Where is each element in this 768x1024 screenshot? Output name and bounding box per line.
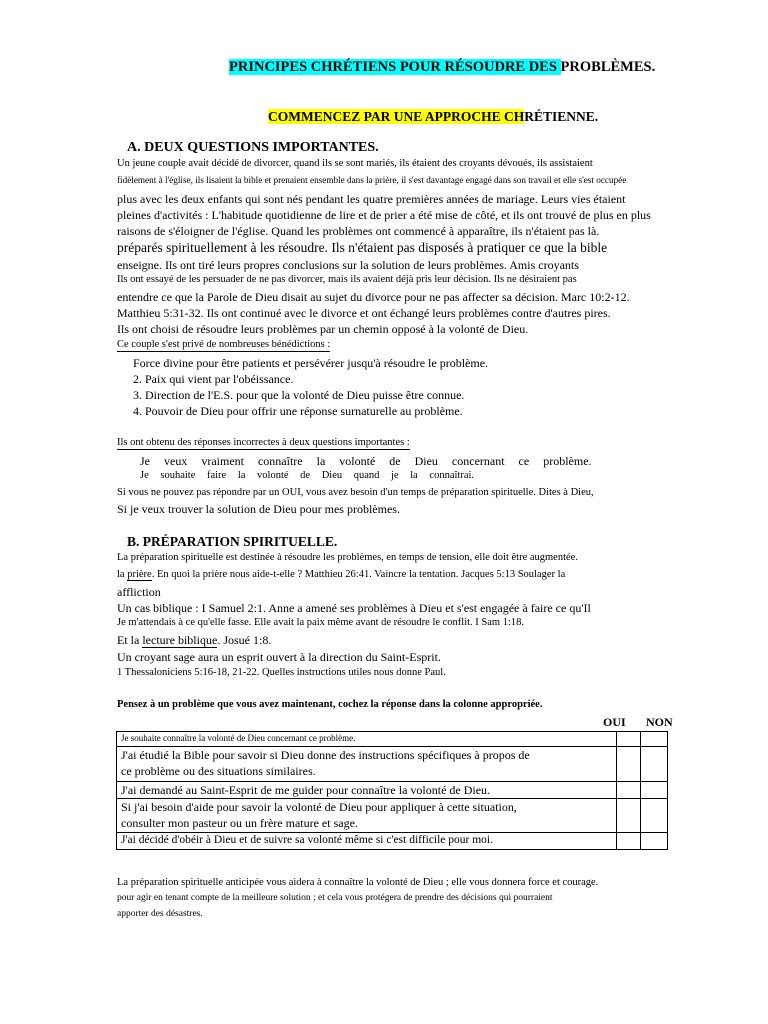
conclusion-line: apporter des désastres.: [117, 909, 203, 919]
paragraph-line: Un croyant sage aura un esprit ouvert à la direction du Saint-Esprit.: [117, 650, 441, 664]
question-1: Je veux vraiment connaître la volonté de Dieu concernant ce problème.: [140, 454, 592, 468]
page-title: [229, 60, 655, 75]
paragraph-line: plus avec les deux enfants qui sont nés pendant les quatre premières années de mariage. Leurs vies étaient: [117, 192, 626, 206]
subtitle: [268, 110, 598, 124]
yes-checkbox-cell[interactable]: [617, 732, 641, 747]
table-cell: [117, 747, 617, 782]
paragraph-line: entendre ce que la Parole de Dieu disait au sujet du divorce pour ne pas affecter sa décision. Marc 10:2-12.: [117, 290, 630, 304]
paragraph-line: enseigne. Ils ont tiré leurs propres conclusions sur la solution de leurs problèmes. Amis croyants: [117, 258, 579, 272]
table-instruction: Pensez à un problème que vous avez maintenant, cochez la réponse dans la colonne appropriée.: [117, 699, 543, 710]
paragraph-line: raisons de s'éloigner de l'église. Quand les problèmes ont commencé à apparaître, ils n'étaient pas là.: [117, 224, 600, 238]
yes-checkbox-cell[interactable]: [617, 747, 641, 782]
cell-line: ce problème ou des situations similaires.: [121, 764, 316, 779]
blessing-item: 4. Pouvoir de Dieu pour offrir une réponse surnaturelle au problème.: [133, 404, 463, 418]
yes-checkbox-cell[interactable]: [617, 782, 641, 799]
table-row: [117, 747, 668, 782]
paragraph-line: [117, 570, 565, 581]
question-2: Je souhaite faire la volonté de Dieu quand je la connaîtrai.: [140, 470, 475, 481]
text-fragment: . Josué 1:8.: [217, 633, 272, 647]
paragraph-line: Si je veux trouver la solution de Dieu pour mes problèmes.: [117, 502, 400, 516]
cell-line: J'ai étudié la Bible pour savoir si Dieu donne des instructions spécifiques à propos de: [121, 748, 530, 762]
paragraph-line: Je m'attendais à ce qu'elle fasse. Elle avait la paix même avant de résoudre le conflit. I Sam 1:18.: [117, 617, 525, 628]
paragraph-line: affliction: [117, 585, 161, 599]
paragraph-line: La préparation spirituelle est destinée à résoudre les problèmes, en temps de tension, elle doit être augmentée.: [117, 552, 578, 563]
section-a-heading: A. DEUX QUESTIONS IMPORTANTES.: [127, 140, 379, 155]
text-fragment: la: [117, 569, 128, 580]
prayer-link: prière: [127, 569, 152, 580]
paragraph-line: Matthieu 5:31-32. Ils ont continué avec le divorce et ont échangé leurs problèmes contre d'autres pires.: [117, 306, 611, 320]
conclusion-line: La préparation spirituelle anticipée vous aidera à connaître la volonté de Dieu ; elle vous donnera force et courage.: [117, 877, 599, 888]
paragraph-line: pleines d'activités : L'habitude quotidienne de lire et de prier a été mise de côté, et ils ont trouvé de plus en plus: [117, 208, 651, 222]
page-title-highlighted: PRINCIPES CHRÉTIENS POUR RÉSOUDRE DES: [229, 59, 561, 75]
subtitle-highlighted: COMMENCEZ PAR UNE APPROCHE CH: [268, 109, 525, 124]
conclusion-line: pour agir en tenant compte de la meilleure solution ; et cela vous protégera de prendre des décisions qui pourraient: [117, 893, 553, 903]
table-row: [117, 799, 668, 833]
no-checkbox-cell[interactable]: [641, 747, 668, 782]
paragraph-line: Si vous ne pouvez pas répondre par un OUI, vous avez besoin d'un temps de préparation spirituelle. Dites à Dieu,: [117, 487, 594, 498]
paragraph-line: préparés spirituellement à les résoudre. Ils n'étaient pas disposés à pratiquer ce que la bible: [117, 240, 608, 255]
blessings-heading: Ce couple s'est privé de nombreuses bénédictions :: [117, 339, 331, 350]
text-fragment: Et la: [117, 633, 143, 647]
subtitle-rest: RÉTIENNE.: [524, 109, 599, 124]
table-row: [117, 732, 668, 747]
blessing-item: 3. Direction de l'E.S. pour que la volonté de Dieu puisse être connue.: [133, 388, 465, 402]
questionnaire-table: [116, 731, 668, 850]
section-b-heading: B. PRÉPARATION SPIRITUELLE.: [127, 534, 338, 549]
paragraph-line: 1 Thessaloniciens 5:16-18, 21-22. Quelles instructions utiles nous donne Paul.: [117, 667, 446, 678]
paragraph-line: fidèlement à l'église, ils lisaient la bible et prenaient ensemble dans la prière, il s'est davantage engagé dans son travail et elle s'est occupée: [117, 175, 627, 185]
blessing-item: Force divine pour être patients et persévérer jusqu'à résoudre le problème.: [133, 356, 489, 370]
yes-checkbox-cell[interactable]: [617, 833, 641, 850]
yes-checkbox-cell[interactable]: [617, 799, 641, 833]
no-checkbox-cell[interactable]: [641, 732, 668, 747]
table-cell: J'ai décidé d'obéir à Dieu et de suivre sa volonté même si c'est difficile pour moi.: [117, 833, 617, 850]
no-checkbox-cell[interactable]: [641, 799, 668, 833]
cell-line: Si j'ai besoin d'aide pour savoir la volonté de Dieu pour appliquer à cette situation,: [121, 800, 517, 815]
paragraph-line: [117, 634, 271, 646]
table-row: [117, 782, 668, 799]
bible-reading-link: lecture biblique: [142, 633, 218, 647]
paragraph-line: Ils ont essayé de les persuader de ne pas divorcer, mais ils avaient déjà pris leur décision. Ils ne désiraient pas: [117, 274, 577, 285]
table-cell: Je souhaite connaître la volonté de Dieu concernant ce problème.: [117, 732, 617, 747]
column-header-no: NON: [646, 715, 673, 729]
blessing-item: 2. Paix qui vient par l'obéissance.: [133, 372, 294, 386]
text-fragment: . En quoi la prière nous aide-t-elle ? Matthieu 26:41. Vaincre la tentation. Jacques 5:13 Soulager la: [151, 569, 566, 580]
no-checkbox-cell[interactable]: [641, 833, 668, 850]
no-checkbox-cell[interactable]: [641, 782, 668, 799]
paragraph-line: Ils ont choisi de résoudre leurs problèmes par un chemin opposé à la volonté de Dieu.: [117, 322, 529, 336]
cell-line: consulter mon pasteur ou un frère mature et sage.: [121, 816, 358, 831]
column-header-yes: OUI: [603, 715, 626, 729]
paragraph-line: Un jeune couple avait décidé de divorcer, quand ils se sont mariés, ils étaient des croyants dévoués, ils assistaient: [117, 158, 593, 169]
paragraph-line: Un cas biblique : I Samuel 2:1. Anne a amené ses problèmes à Dieu et s'est engagée à faire ce qu'Il: [117, 601, 591, 615]
table-cell: J'ai demandé au Saint-Esprit de me guider pour connaître la volonté de Dieu.: [117, 782, 617, 799]
table-row: [117, 833, 668, 850]
table-cell: [117, 799, 617, 833]
wrong-answers-heading: Ils ont obtenu des réponses incorrectes à deux questions importantes :: [117, 437, 410, 448]
page-title-rest: PROBLÈMES.: [560, 59, 656, 75]
